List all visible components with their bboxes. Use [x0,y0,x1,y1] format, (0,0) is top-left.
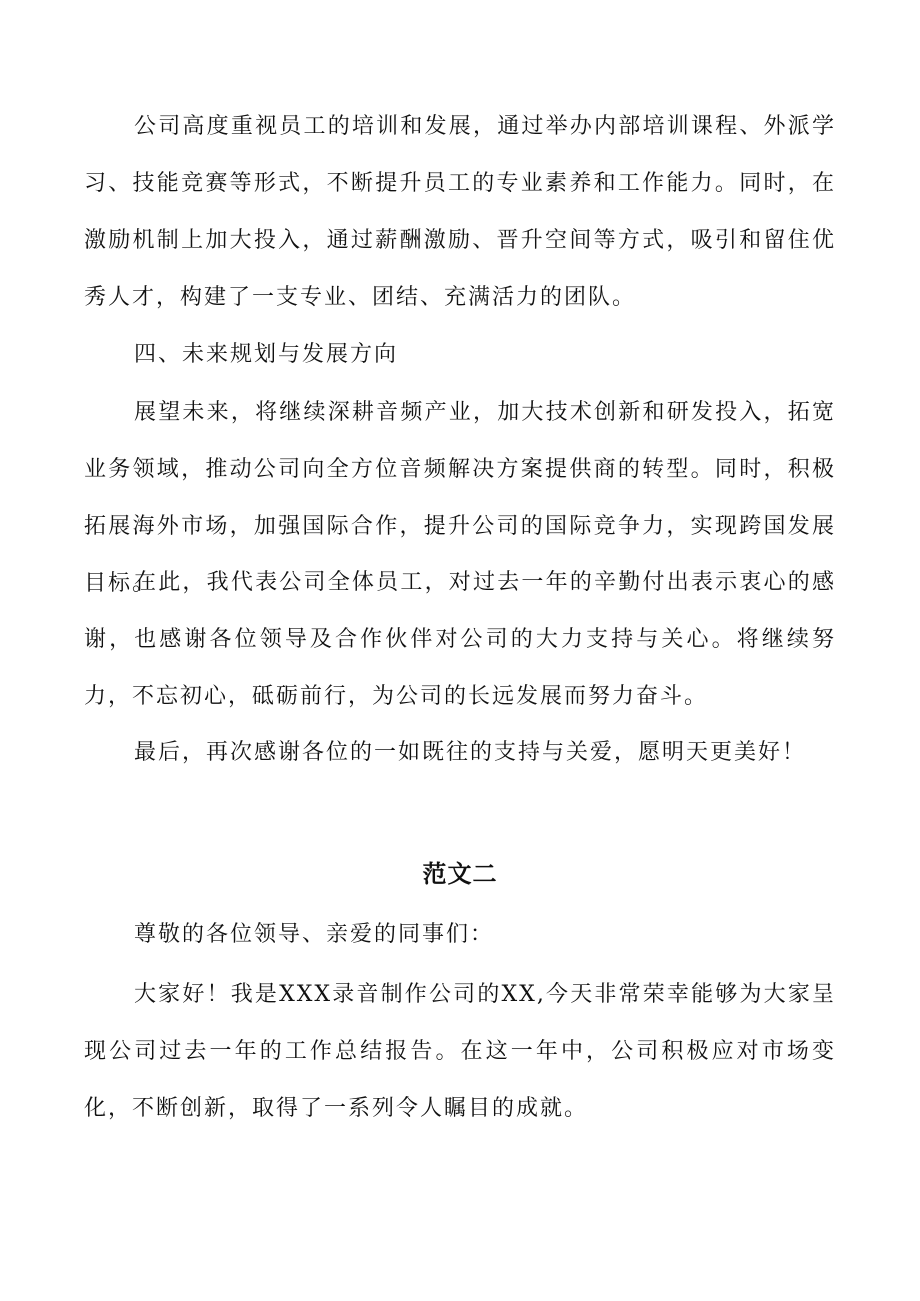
paragraph-thanks: 在此，我代表公司全体员工，对过去一年的辛勤付出表示衷心的感谢，也感谢各位领导及合作伙伴对公司的大力支持与关心。将继续努力，不忘初心，砥砺前行，为公司的长远发展而努力奋斗。 [84,570,836,709]
section-title-future-plan: 四、未来规划与发展方向 [134,342,399,367]
paragraph-outlook: 展望未来，将继续深耕音频产业，加大技术创新和研发投入，拓宽业务领域，推动公司向全方位音频解决方案提供商的转型。同时，积极拓展海外市场，加强国际合作，提升公司的国际竞争力，实现跨国发展目标。 [84,400,836,596]
section-heading: 范文二 [422,860,498,888]
paragraph-salutation: 尊敬的各位领导、亲爱的同事们： [134,922,495,947]
paragraph-training: 公司高度重视员工的培训和发展，通过举办内部培训课程、外派学习、技能竞赛等形式，不断提升员工的专业素养和工作能力。同时，在激励机制上加大投入，通过薪酬激励、晋升空间等方式，吸引和留住优秀人才，构建了一支专业、团结、充满活力的团队。 [84,114,836,310]
paragraph-closing: 最后，再次感谢各位的一如既往的支持与关爱，愿明天更美好！ [134,740,807,765]
paragraph-greeting: 大家好！我是XXX录音制作公司的XX,今天非常荣幸能够为大家呈现公司过去一年的工作总结报告。在这一年中，公司积极应对市场变化，不断创新，取得了一系列令人瞩目的成就。 [84,982,836,1121]
